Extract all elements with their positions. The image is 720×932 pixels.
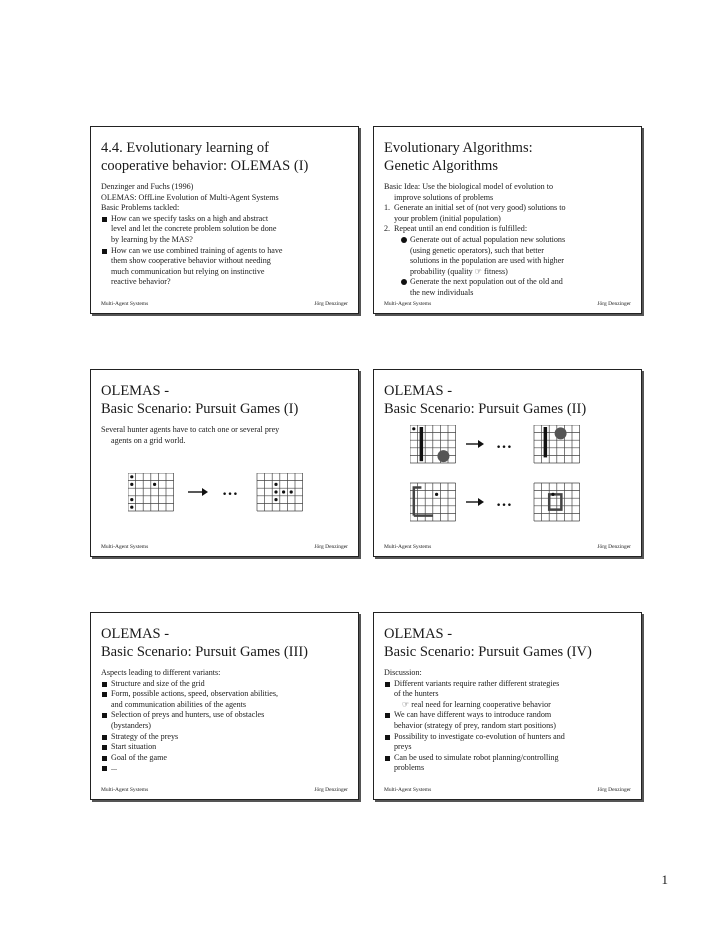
hunter-agent bbox=[282, 490, 285, 493]
line-text: We can have different ways to introduce random bbox=[394, 710, 552, 720]
footer-course: Multi-Agent Systems bbox=[384, 787, 432, 793]
slide-title bbox=[101, 625, 350, 661]
line-text: Basic Problems tackled: bbox=[101, 203, 180, 213]
arrow-icon bbox=[188, 488, 208, 496]
text-line bbox=[101, 203, 350, 214]
ellipsis-text: … bbox=[222, 482, 238, 499]
round-bullet-icon bbox=[401, 237, 407, 243]
text-line bbox=[101, 436, 350, 447]
slide-body bbox=[384, 668, 633, 774]
line-text: reactive behavior? bbox=[111, 277, 171, 287]
text-line bbox=[384, 256, 633, 267]
line-text: Generate an initial set of (not very good) solutions to bbox=[394, 203, 566, 213]
grid-world bbox=[257, 473, 303, 511]
text-line bbox=[101, 182, 350, 193]
footer-author: Jörg Denzinger bbox=[597, 301, 631, 307]
slide-title-line: cooperative behavior: OLEMAS (I) bbox=[101, 158, 309, 174]
text-line bbox=[101, 710, 350, 721]
footer-author: Jörg Denzinger bbox=[314, 544, 348, 550]
footer-course: Multi-Agent Systems bbox=[101, 787, 149, 793]
slide-title-line: Basic Scenario: Pursuit Games (IV) bbox=[384, 644, 592, 660]
text-line bbox=[101, 763, 350, 774]
text-line bbox=[101, 256, 350, 267]
text-line bbox=[101, 246, 350, 257]
text-line bbox=[384, 203, 633, 214]
slide-body bbox=[101, 425, 350, 446]
hunter-agent bbox=[130, 506, 133, 509]
square-bullet-icon bbox=[102, 735, 107, 740]
slide-body bbox=[101, 668, 350, 774]
text-line bbox=[101, 732, 350, 743]
line-text: by learning by the MAS? bbox=[111, 234, 193, 244]
text-line bbox=[384, 721, 633, 732]
hunter-agent bbox=[274, 483, 277, 486]
text-line bbox=[384, 214, 633, 225]
hunter-track bbox=[420, 427, 424, 461]
footer-author: Jörg Denzinger bbox=[314, 787, 348, 793]
line-text: OLEMAS: OffLine Evolution of Multi-Agent Systems bbox=[101, 192, 279, 202]
text-line bbox=[384, 193, 633, 204]
page-number: 1 bbox=[661, 872, 668, 887]
pursuit-variants-figure bbox=[410, 425, 610, 535]
arrow-icon bbox=[466, 498, 484, 506]
line-text: Goal of the game bbox=[111, 752, 167, 762]
square-bullet-icon bbox=[102, 249, 107, 254]
pursuit-figure bbox=[128, 473, 328, 523]
text-line bbox=[101, 742, 350, 753]
text-line bbox=[384, 742, 633, 753]
slide-title-line: Basic Scenario: Pursuit Games (I) bbox=[101, 401, 299, 417]
slide-6 bbox=[373, 612, 642, 800]
text-line bbox=[101, 700, 350, 711]
prey-agent bbox=[555, 427, 567, 439]
slide-title-line: OLEMAS - bbox=[101, 626, 170, 642]
text-line bbox=[101, 224, 350, 235]
line-text: Basic Idea: Use the biological model of evolution to bbox=[384, 182, 554, 191]
slide-footer bbox=[101, 301, 348, 307]
text-line bbox=[384, 710, 633, 721]
text-line bbox=[384, 288, 633, 299]
line-text: Possibility to investigate co-evolution of hunters and bbox=[394, 731, 565, 741]
line-text: much communication but relying on instinctive bbox=[111, 266, 265, 276]
line-text: solutions in the population are used with higher bbox=[410, 256, 564, 266]
hunter-agent bbox=[130, 475, 133, 478]
square-bullet-icon bbox=[102, 692, 107, 697]
line-text: Structure and size of the grid bbox=[111, 678, 205, 688]
slide-footer bbox=[101, 787, 348, 793]
line-text: Form, possible actions, speed, observation abilities, bbox=[111, 689, 279, 699]
line-text: agents on a grid world. bbox=[111, 435, 186, 445]
hunter-agent bbox=[290, 490, 293, 493]
grid-world bbox=[128, 473, 174, 511]
line-text: How can we specify tasks on a high and abstract bbox=[111, 213, 269, 223]
line-text: Discussion: bbox=[384, 668, 422, 677]
line-text: behavior (strategy of prey, random start positions) bbox=[394, 720, 556, 730]
slide-footer bbox=[101, 544, 348, 550]
footer-course: Multi-Agent Systems bbox=[384, 301, 432, 307]
line-text: Different variants require rather different strategies bbox=[394, 678, 560, 688]
prey-agent bbox=[437, 450, 449, 462]
slide-title-line: 4.4. Evolutionary learning of bbox=[101, 140, 269, 156]
text-line bbox=[101, 193, 350, 204]
slide-title bbox=[101, 139, 350, 175]
line-text: Start situation bbox=[111, 742, 157, 752]
slide-body bbox=[384, 182, 633, 299]
text-line bbox=[384, 679, 633, 690]
text-line bbox=[384, 753, 633, 764]
slide-body bbox=[101, 182, 350, 288]
text-line bbox=[384, 763, 633, 774]
slide-4 bbox=[373, 369, 642, 557]
square-bullet-icon bbox=[102, 766, 107, 771]
line-text: Repeat until an end condition is fulfilled: bbox=[394, 224, 528, 234]
text-line bbox=[101, 668, 350, 679]
text-line bbox=[101, 753, 350, 764]
line-text: Several hunter agents have to catch one or several prey bbox=[101, 425, 280, 434]
slide-title-line: Basic Scenario: Pursuit Games (II) bbox=[384, 401, 587, 417]
square-bullet-icon bbox=[385, 682, 390, 687]
ellipsis-text: … bbox=[496, 435, 512, 452]
obstacle-shape bbox=[549, 494, 561, 509]
ellipsis-text: … bbox=[496, 493, 512, 510]
text-line bbox=[101, 277, 350, 288]
hunter-agent bbox=[412, 427, 415, 430]
line-text: Denzinger and Fuchs (1996) bbox=[101, 182, 194, 191]
grid-world bbox=[534, 483, 580, 521]
text-line bbox=[101, 267, 350, 278]
text-line bbox=[384, 267, 633, 278]
hunter-track bbox=[544, 427, 548, 457]
slide-footer bbox=[384, 544, 631, 550]
footer-author: Jörg Denzinger bbox=[597, 787, 631, 793]
square-bullet-icon bbox=[385, 735, 390, 740]
line-text: Aspects leading to different variants: bbox=[101, 668, 221, 677]
line-text: Generate the next population out of the old and bbox=[410, 277, 563, 287]
hunter-agent bbox=[153, 483, 156, 486]
text-line bbox=[384, 277, 633, 288]
square-bullet-icon bbox=[102, 745, 107, 750]
slide-title bbox=[384, 625, 633, 661]
line-text: probability (quality ☞ fitness) bbox=[410, 266, 508, 276]
line-text: ☞ real need for learning cooperative behavior bbox=[402, 699, 551, 709]
line-text: Can be used to simulate robot planning/controlling bbox=[394, 752, 559, 762]
slide-2 bbox=[373, 126, 642, 314]
obstacle-shape bbox=[414, 488, 433, 516]
slide-title bbox=[384, 382, 633, 418]
hunter-agent bbox=[435, 493, 438, 496]
text-line bbox=[101, 425, 350, 436]
slide-3 bbox=[90, 369, 359, 557]
square-bullet-icon bbox=[102, 682, 107, 687]
slide-title bbox=[101, 382, 350, 418]
hunter-agent bbox=[274, 498, 277, 501]
list-number: 2. bbox=[384, 224, 391, 234]
text-line bbox=[101, 689, 350, 700]
hunter-agent bbox=[274, 490, 277, 493]
hunter-agent bbox=[551, 493, 554, 496]
line-text: Selection of preys and hunters, use of obstacles bbox=[111, 710, 265, 720]
slide-title-line: Evolutionary Algorithms: bbox=[384, 140, 533, 156]
text-line bbox=[101, 235, 350, 246]
line-text: Strategy of the preys bbox=[111, 731, 179, 741]
line-text: How can we use combined training of agents to have bbox=[111, 245, 283, 255]
text-line bbox=[384, 235, 633, 246]
slide-title-line: OLEMAS - bbox=[384, 383, 453, 399]
slide-title-line: Genetic Algorithms bbox=[384, 158, 498, 174]
footer-author: Jörg Denzinger bbox=[314, 301, 348, 307]
square-bullet-icon bbox=[102, 713, 107, 718]
slide-title bbox=[384, 139, 633, 175]
slide-title-line: OLEMAS - bbox=[384, 626, 453, 642]
footer-author: Jörg Denzinger bbox=[597, 544, 631, 550]
hunter-agent bbox=[130, 498, 133, 501]
square-bullet-icon bbox=[385, 713, 390, 718]
text-line bbox=[384, 732, 633, 743]
footer-course: Multi-Agent Systems bbox=[101, 301, 149, 307]
text-line bbox=[384, 182, 633, 193]
footer-course: Multi-Agent Systems bbox=[101, 544, 149, 550]
text-line bbox=[384, 668, 633, 679]
square-bullet-icon bbox=[102, 756, 107, 761]
line-text: (using genetic operators), such that better bbox=[410, 245, 544, 255]
line-text: improve solutions of problems bbox=[394, 192, 494, 202]
list-number: 1. bbox=[384, 203, 391, 213]
line-text: ... bbox=[111, 763, 118, 773]
line-text: them show cooperative behavior without needing bbox=[111, 256, 271, 266]
line-text: your problem (initial population) bbox=[394, 213, 501, 223]
line-text: and communication abilities of the agents bbox=[111, 699, 247, 709]
round-bullet-icon bbox=[401, 279, 407, 285]
text-line bbox=[101, 721, 350, 732]
footer-course: Multi-Agent Systems bbox=[384, 544, 432, 550]
slide-5 bbox=[90, 612, 359, 800]
text-line bbox=[384, 246, 633, 257]
slide-1 bbox=[90, 126, 359, 314]
slide-title-line: OLEMAS - bbox=[101, 383, 170, 399]
line-text: preys bbox=[394, 742, 412, 752]
line-text: (bystanders) bbox=[111, 720, 152, 730]
line-text: level and let the concrete problem solution be done bbox=[111, 224, 277, 234]
line-text: Generate out of actual population new solutions bbox=[410, 234, 566, 244]
text-line bbox=[384, 224, 633, 235]
slide-footer bbox=[384, 787, 631, 793]
square-bullet-icon bbox=[385, 756, 390, 761]
text-line bbox=[101, 679, 350, 690]
line-text: of the hunters bbox=[394, 689, 439, 699]
slide-title-line: Basic Scenario: Pursuit Games (III) bbox=[101, 644, 308, 660]
text-line bbox=[384, 700, 633, 711]
text-line bbox=[384, 689, 633, 700]
hunter-agent bbox=[130, 483, 133, 486]
text-line bbox=[101, 214, 350, 225]
line-text: problems bbox=[394, 763, 425, 773]
line-text: the new individuals bbox=[410, 287, 474, 297]
square-bullet-icon bbox=[102, 217, 107, 222]
arrow-icon bbox=[466, 440, 484, 448]
slide-footer bbox=[384, 301, 631, 307]
